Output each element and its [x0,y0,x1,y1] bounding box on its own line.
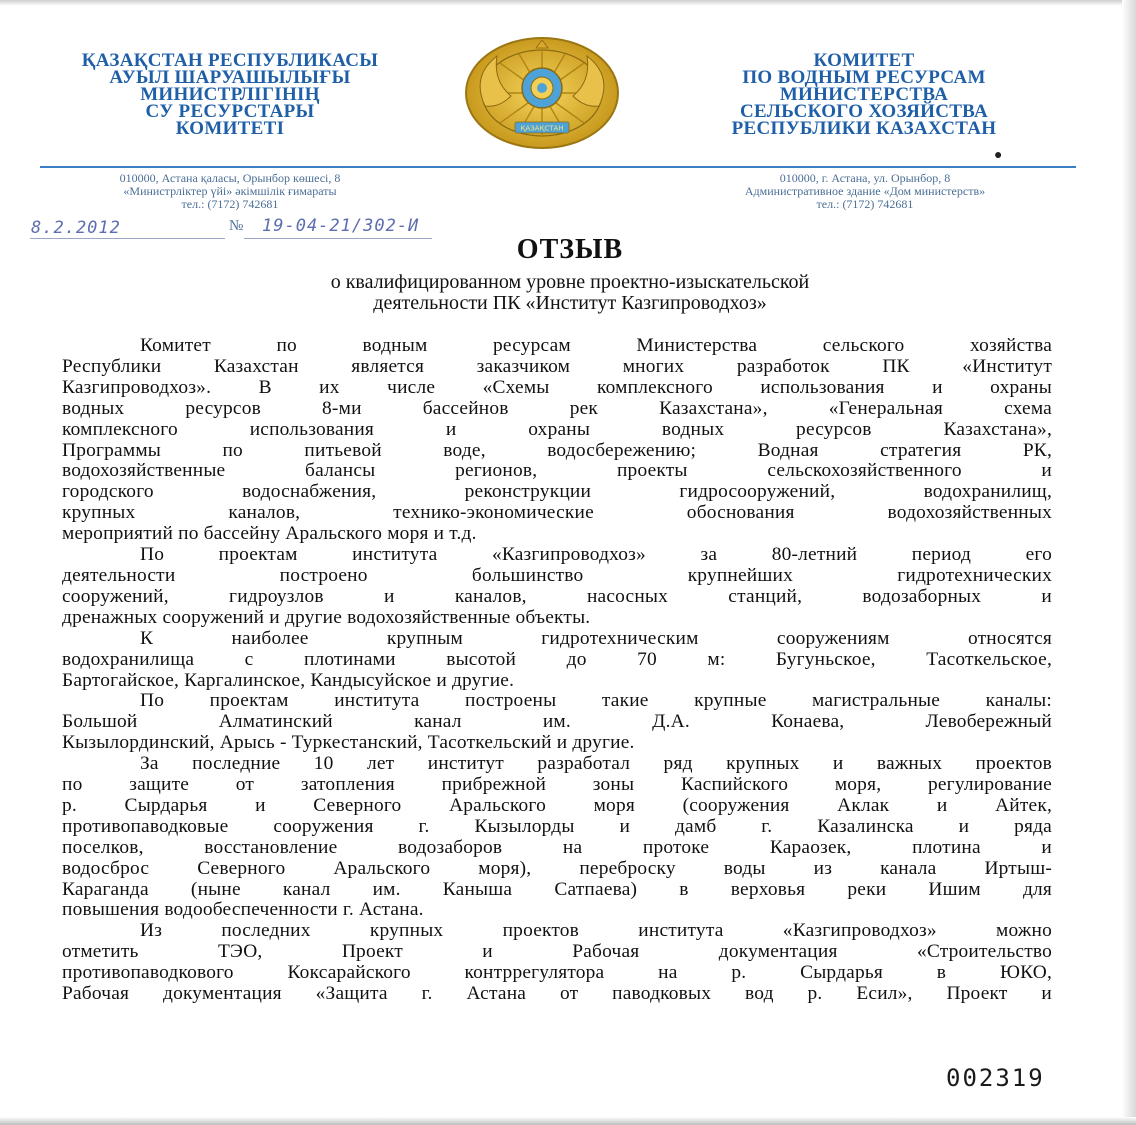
paragraph-line: водных ресурсов 8-ми бассейнов рек Казахстана», «Генеральная схема [62,397,1052,419]
paragraph-line: За последние 10 лет институт разработал ряд крупных и важных проектов [140,753,1052,775]
paragraph-line: Казгипроводхоз». В их числе «Схемы комплексного использования и охраны [62,376,1052,398]
paragraph-line: Из последних крупных проектов института «Казгипроводхоз» можно [140,920,1052,942]
letterhead-divider [40,166,1076,168]
state-emblem-icon [463,36,621,150]
body-paragraph [62,754,1052,921]
letterhead-line: СЕЛЬСКОГО ХОЗЯЙСТВА [740,101,988,122]
paragraph-line: Большой Алматинский канал им. Д.А. Конаева, Левобережный [62,711,1052,733]
address-line: тел.: (7172) 742681 [181,197,279,211]
address-line: тел.: (7172) 742681 [816,197,914,211]
paragraph-line: Комитет по водным ресурсам Министерства сельского хозяйства [140,335,1052,356]
address-line: «Министрліктер үйі» әкімшілік ғимараты [123,184,337,198]
paragraph-line: дренажных сооружений и другие водохозяйственные объекты. [62,606,591,628]
paragraph-line: противопаводкового Коксарайского контррегулятора на р. Сырдарья в ЮКО, [62,962,1052,984]
subtitle-line: деятельности ПК «Институт Казгипроводхоз» [373,292,767,314]
address-line: Административное здание «Дом министерств» [744,184,986,198]
paragraph-line: деятельности построено большинство крупнейших гидротехнических [62,564,1052,586]
document-serial-number: 002319 [946,1064,1045,1092]
paragraph-line: противопаводковые сооружения г. Кызылорды и дамб г. Казалинска и ряда [62,815,1052,837]
paragraph-line: водохозяйственные балансы регионов, проекты сельскохозяйственного и [62,460,1052,482]
scan-edge-right [1122,0,1136,1125]
paragraph-line: Республики Казахстан является заказчиком многих разработок ПК «Институт [62,355,1052,377]
body-paragraph [62,545,1052,629]
letterhead-line: МИНИСТРЛІГІНІҢ [140,84,320,105]
paragraph-line: мероприятий по бассейну Аральского моря и т.д. [62,523,477,545]
letterhead-line: РЕСПУБЛИКИ КАЗАХСТАН [731,118,997,139]
letterhead-line: АУЫЛ ШАРУАШЫЛЫҒЫ [109,67,351,88]
address-russian [690,172,1040,211]
scan-edge-bottom [0,1117,1136,1125]
address-kazakh [40,172,420,211]
paragraph-line: К наиболее крупным гидротехническим сооружениям относятся [140,627,1052,649]
address-line: 010000, Астана қаласы, Орынбор көшесі, 8 [119,171,341,185]
paragraph-line: р. Сырдарья и Северного Аральского моря (сооружения Аклак и Айтек, [62,794,1052,816]
ink-mark: ● [994,148,1003,163]
scan-edge-top [0,0,1136,6]
document-title: ОТЗЫВ [516,234,624,265]
paragraph-line: комплексного использования и охраны водных ресурсов Казахстана», [62,418,1052,440]
document-subtitle [160,272,980,314]
letterhead-russian [688,52,1040,137]
letterhead-line: ҚАЗАҚСТАН РЕСПУБЛИКАСЫ [81,50,379,71]
letterhead-line: СУ РЕСУРСТАРЫ [145,101,315,122]
paragraph-line: По проектам института построены такие крупные магистральные каналы: [140,690,1052,712]
paragraph-line: Программы по питьевой воде, водосбережению; Водная стратегия РК, [62,439,1052,461]
body-paragraph [62,336,1052,545]
paragraph-line: повышения водообеспеченности г. Астана. [62,899,424,921]
letterhead-line: МИНИСТЕРСТВА [779,84,949,105]
paragraph-line: По проектам института «Казгипроводхоз» за 80-летний период его [140,544,1052,566]
address-line: 010000, г. Астана, ул. Орынбор, 8 [779,171,951,185]
body-paragraph [62,629,1052,692]
letterhead-line: КОМИТЕТІ [175,118,285,139]
paragraph-line: сооружений, гидроузлов и каналов, насосных станций, водозаборных и [62,585,1052,607]
paragraph-line: водохранилища с плотинами высотой до 70 м: Бугуньское, Тасоткельское, [62,648,1052,670]
body-paragraph [62,921,1052,1005]
paragraph-line: отметить ТЭО, Проект и Рабочая документация «Строительство [62,941,1052,963]
letterhead-line: КОМИТЕТ [813,50,915,71]
paragraph-line: Кызылординский, Арысь - Туркестанский, Тасоткельский и другие. [62,732,635,754]
handwritten-date: 8.2.2012 [31,218,121,238]
number-sign: № [229,218,244,234]
paragraph-line: Бартогайское, Каргалинское, Кандысуйское и другие. [62,669,515,691]
date-underline [30,238,225,239]
letterhead-line: ПО ВОДНЫМ РЕСУРСАМ [742,67,986,88]
handwritten-registration-number: 19-04-21/302-И [262,216,420,236]
letterhead-kazakh [30,52,430,137]
paragraph-line: водосброс Северного Аральского моря), переброску воды из канала Иртыш- [62,857,1052,879]
paragraph-line: Караганда (ныне канал им. Каныша Сатпаева) в верховья реки Ишим для [62,878,1052,900]
paragraph-line: Рабочая документация «Защита г. Астана от паводковых вод р. Есил», Проект и [62,983,1052,1005]
paragraph-line: поселков, восстановление водозаборов на протоке Караозек, плотина и [62,836,1052,858]
emblem-inscription: ҚАЗАҚСТАН [520,124,564,133]
body-paragraph [62,691,1052,754]
paragraph-line: по защите от затопления прибрежной зоны Каспийского моря, регулирование [62,774,1052,796]
paragraph-line: городского водоснабжения, реконструкции гидросооружений, водохранилищ, [62,481,1052,503]
paragraph-line: крупных каналов, технико-экономические обоснования водохозяйственных [62,502,1052,524]
subtitle-line: о квалифицированном уровне проектно-изыскательской [330,271,810,293]
document-body [62,336,1052,1005]
